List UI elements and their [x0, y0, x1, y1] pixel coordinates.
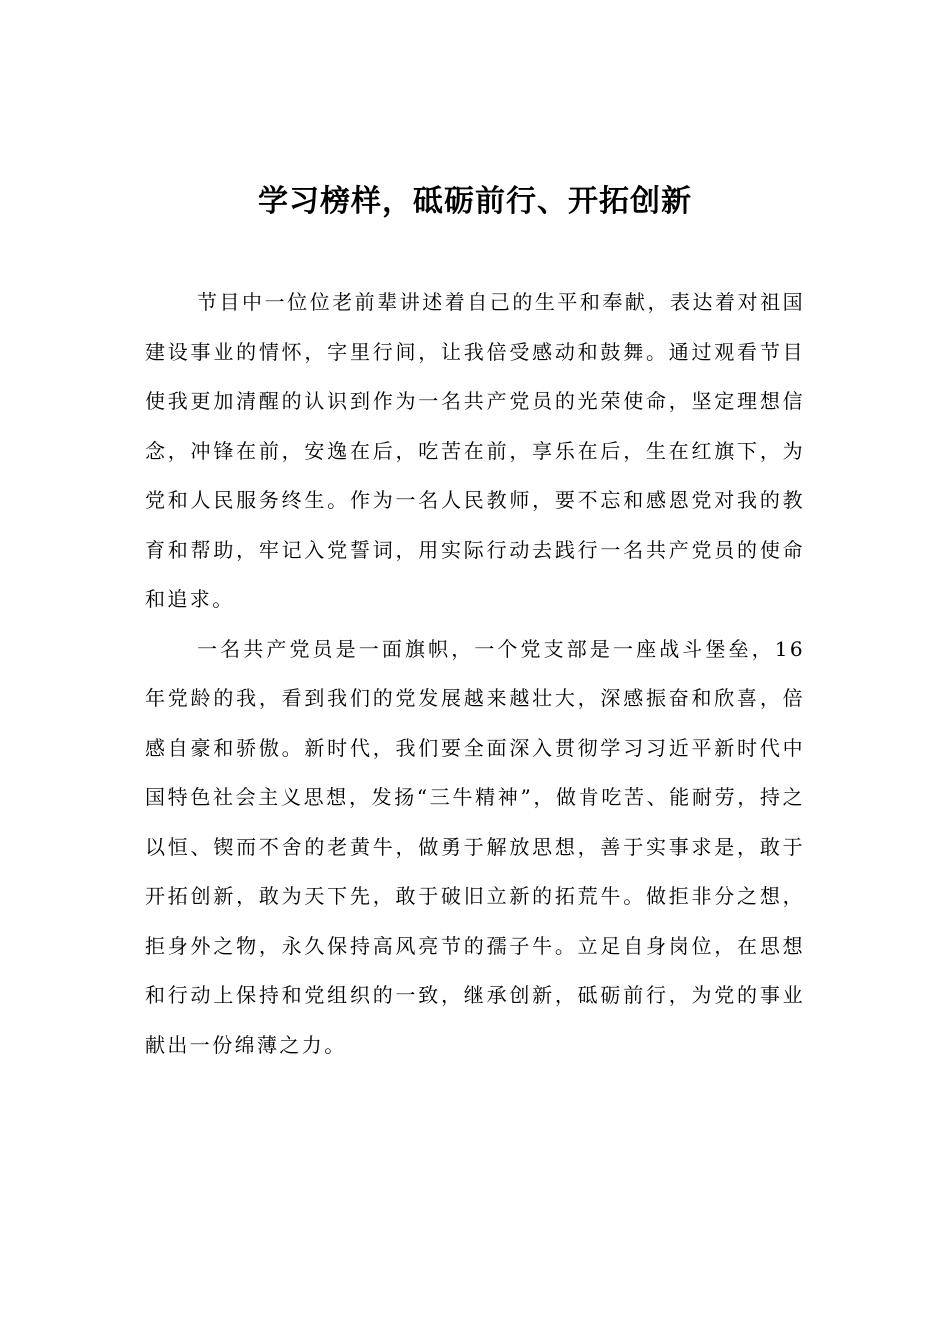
paragraph-1: 节目中一位位老前辈讲述着自己的生平和奉献，表达着对祖国建设事业的情怀，字里行间，让我倍受感动和鼓舞。通过观看节目使我更加清醒的认识到作为一名共产党员的光荣使命，坚定理想信念，冲锋在前，安逸在后，吃苦在前，享乐在后，生在红旗下，为党和人民服务终生。作为一名人民教师，要不忘和感恩党对我的教育和帮助，牢记入党誓词，用实际行动去践行一名共产党员的使命和追求。 [145, 290, 805, 611]
document-body [145, 278, 805, 1070]
paragraph-2: 一名共产党员是一面旗帜，一个党支部是一座战斗堡垒，16年党龄的我，看到我们的党发展越来越壮大，深感振奋和欣喜，倍感自豪和骄傲。新时代，我们要全面深入贯彻学习习近平新时代中国特色社会主义思想，发扬“三牛精神”，做肯吃苦、能耐劳，持之以恒、锲而不舍的老黄牛，做勇于解放思想，善于实事求是，敢于开拓创新，敢为天下先，敢于破旧立新的拓荒牛。做拒非分之想，拒身外之物，永久保持高风亮节的孺子牛。立足自身岗位，在思想和行动上保持和党组织的一致，继承创新，砥砺前行，为党的事业献出一份绵薄之力。 [145, 636, 805, 1057]
document-title: 学习榜样，砥砺前行、开拓创新 [258, 184, 692, 219]
